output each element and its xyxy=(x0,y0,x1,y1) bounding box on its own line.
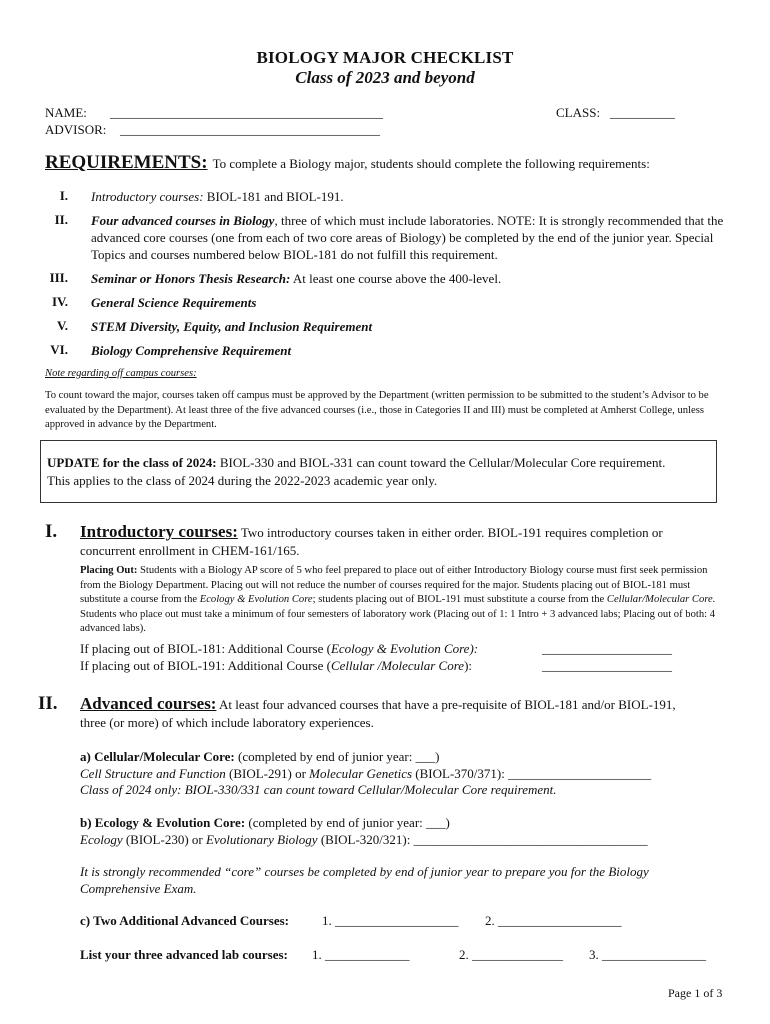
advisor-field[interactable]: ________________________________________ xyxy=(120,122,380,137)
req-num-3: III. xyxy=(49,270,68,285)
additional-course-1-field[interactable]: 1. ___________________ xyxy=(322,913,459,928)
name-label: NAME: xyxy=(45,105,87,120)
additional-course-2-field[interactable]: 2. ___________________ xyxy=(485,913,622,928)
req-item-3: Seminar or Honors Thesis Research: At least one course above the 400-level. xyxy=(91,271,502,286)
update-line-1: UPDATE for the class of 2024: BIOL-330 and BIOL-331 can count toward the Cellular/Molecular Core requirement. xyxy=(47,455,666,470)
req-item-4: General Science Requirements xyxy=(91,295,257,310)
requirements-heading xyxy=(45,152,650,174)
req-num-1: I. xyxy=(59,188,68,203)
section-1-desc-2: concurrent enrollment in CHEM-161/165. xyxy=(80,543,300,558)
advisor-label: ADVISOR: xyxy=(45,122,107,137)
placeout-181-field[interactable]: ____________________ xyxy=(542,641,672,656)
lab-course-3-field[interactable]: 3. ________________ xyxy=(589,947,706,962)
additional-courses-label: c) Two Additional Advanced Courses: xyxy=(80,913,289,928)
section-1-number: I. xyxy=(45,521,58,542)
placeout-191-field[interactable]: ____________________ xyxy=(542,658,672,673)
page-number: Page 1 of 3 xyxy=(668,986,723,1000)
page-title: BIOLOGY MAJOR CHECKLIST xyxy=(256,48,514,67)
section-2-desc-2: three (or more) of which include laboratory experiences. xyxy=(80,715,374,730)
section-2-heading: Advanced courses: At least four advanced courses that have a pre-requisite of BIOL-181 and/or BIOL-191, xyxy=(80,694,676,713)
update-box xyxy=(40,440,717,503)
core-recommendation: It is strongly recommended “core” courses be completed by end of junior year to prepare you for the Biology Comprehensive Exam. xyxy=(80,864,649,896)
update-line-2: This applies to the class of 2024 during the 2022-2023 academic year only. xyxy=(47,473,438,488)
eco-evo-core-label: b) Ecology & Evolution Core: (completed by end of junior year: ___) xyxy=(80,815,450,830)
req-num-6: VI. xyxy=(50,342,68,357)
lab-course-1-field[interactable]: 1. _____________ xyxy=(312,947,410,962)
req-item-5: STEM Diversity, Equity, and Inclusion Requirement xyxy=(91,319,373,334)
req-num-5: V. xyxy=(57,318,68,333)
placing-out-text: Placing Out: Students with a Biology AP score of 5 who feel prepared to place out of either Introductory Biology course must first seek permission from the Biology Department. Placing out will not reduce the number of courses required for the major. Students placing out of BIOL-181 must substitute a course from the Ecology & Evolution Core; students placing out of BIOL-191 must substitute a course from the Cellular/Molecular Core. Students who place out must take a minimum of four semesters of laboratory work (Placing out of 1: 1 Intro + 3 advanced labs; Placing out of both: 4 advanced labs). xyxy=(80,565,716,634)
page-subtitle: Class of 2023 and beyond xyxy=(295,68,475,87)
req-item-6: Biology Comprehensive Requirement xyxy=(91,343,292,358)
req-item-2: Four advanced courses in Biology, three of which must include laboratories. NOTE: It is strongly recommended that the advanced core courses (one from each of two core areas of Biology) be completed by the end of the junior year. Special Topics and courses numbered below BIOL-181 do not fulfill this requirement. xyxy=(91,213,724,262)
requirements-intro: To complete a Biology major, students should complete the following requirements: xyxy=(212,156,650,171)
class-label: CLASS: xyxy=(556,105,601,120)
placeout-181-line: If placing out of BIOL-181: Additional Course (Ecology & Evolution Core): xyxy=(80,641,479,656)
note-heading: Note regarding off campus courses: xyxy=(45,368,197,379)
section-2-number: II. xyxy=(38,693,58,714)
req-item-1: Introductory courses: BIOL-181 and BIOL-191. xyxy=(91,189,344,204)
eco-evo-core-courses[interactable]: Ecology (BIOL-230) or Evolutionary Biology (BIOL-320/321): ____________________________________ xyxy=(80,832,648,847)
placeout-191-line: If placing out of BIOL-191: Additional Course (Cellular /Molecular Core): xyxy=(80,658,473,673)
lab-course-2-field[interactable]: 2. ______________ xyxy=(459,947,563,962)
lab-courses-label: List your three advanced lab courses: xyxy=(80,947,288,962)
requirements-label: REQUIREMENTS: xyxy=(45,152,208,173)
cell-mol-core-note: Class of 2024 only: BIOL-330/331 can count toward Cellular/Molecular Core requirement. xyxy=(80,782,557,797)
req-num-2: II. xyxy=(54,212,68,227)
note-text: To count toward the major, courses taken off campus must be approved by the Department (written permission to be submitted to the student’s Advisor to be evaluated by the Department). At least three of the five advanced courses (i.e., those in Categories II and III) must be completed at Amherst College, unless approved in advance by the Department. xyxy=(45,390,709,430)
class-field[interactable]: __________ xyxy=(610,105,675,120)
name-field[interactable]: __________________________________________ xyxy=(110,105,383,120)
cell-mol-core-courses[interactable]: Cell Structure and Function (BIOL-291) or Molecular Genetics (BIOL-370/371): ______________________ xyxy=(80,766,652,781)
req-num-4: IV. xyxy=(51,294,68,309)
cell-mol-core-label: a) Cellular/Molecular Core: (completed by end of junior year: ___) xyxy=(80,749,440,764)
section-1-heading: Introductory courses: Two introductory courses taken in either order. BIOL-191 requires completion or xyxy=(80,522,663,541)
